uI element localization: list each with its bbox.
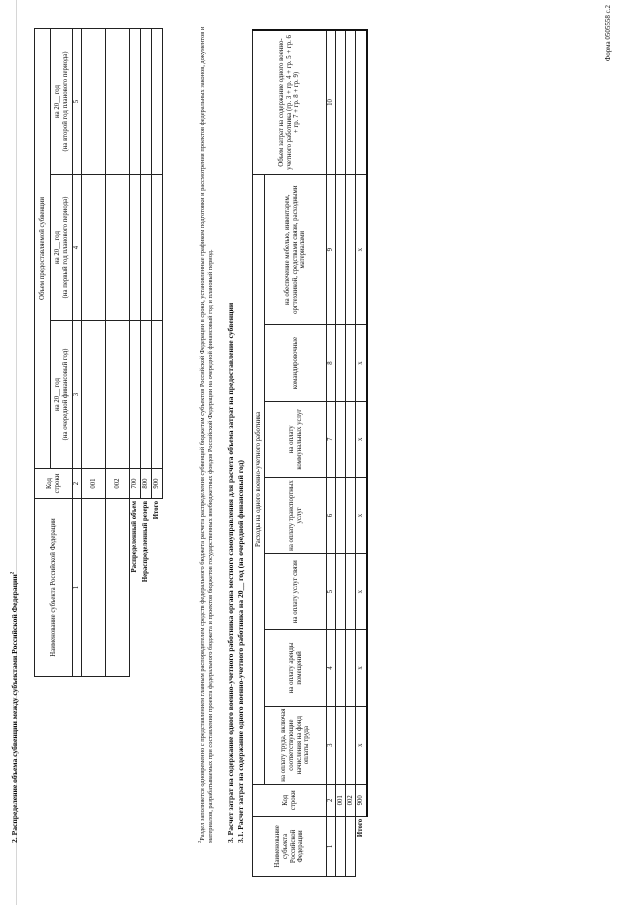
s2-total-distributed-val1[interactable] xyxy=(130,321,141,469)
s3-row2-code: 002 xyxy=(346,784,356,816)
s3-head-name: Наименование субъекта Российской Федерации xyxy=(253,816,327,876)
s3-colnum-4: 4 xyxy=(327,630,336,706)
s3-head-comm: на оплату услуг связи xyxy=(265,554,327,630)
s2-total-reserve-val1[interactable] xyxy=(141,321,152,469)
s2-colnum-3: 3 xyxy=(73,321,82,469)
section3-subtitle: 3.1. Расчет затрат на содержание одного военно-учетного работника на 20__ год (на очередной финансовый год) xyxy=(236,460,245,843)
table-row xyxy=(336,30,346,877)
s3-row1-c10[interactable] xyxy=(336,30,346,174)
s3-total-c9: x xyxy=(356,174,367,324)
s3-head-code: Код строки xyxy=(253,784,327,816)
s2-head-year-3: на 20__ год (на второй год планового периода) xyxy=(51,28,73,174)
s2-total-sum-val2[interactable] xyxy=(152,175,163,321)
s3-row2-c8[interactable] xyxy=(346,325,356,401)
section3-title: 3. Расчет затрат на содержание одного военно-учетного работника органа местного самоуправления для расчета объема затрат на предоставление субвенции xyxy=(226,302,235,843)
s2-total-reserve-code: 800 xyxy=(141,469,152,499)
s3-colnum-5: 5 xyxy=(327,554,336,630)
s3-row1-c6[interactable] xyxy=(336,477,346,553)
s3-row1-name[interactable] xyxy=(336,816,346,876)
s3-total-c10[interactable] xyxy=(356,30,367,174)
s3-head-labor: на оплату труда, включая соответствующие начисления на фонд оплаты труда xyxy=(265,706,327,784)
s2-total-reserve-val2[interactable] xyxy=(141,175,152,321)
s2-total-distributed-val3[interactable] xyxy=(130,28,141,174)
s2-head-code: Код строки xyxy=(35,469,73,499)
s2-colnum-4: 4 xyxy=(73,175,82,321)
s3-head-travel: командировочные xyxy=(265,325,327,401)
s2-row1-val3[interactable] xyxy=(82,28,106,174)
s3-colnum-10: 10 xyxy=(327,30,336,174)
s3-colnum-9: 9 xyxy=(327,174,336,324)
s3-total-c8: x xyxy=(356,325,367,401)
s2-colnum-5: 5 xyxy=(73,28,82,174)
s3-row1-c9[interactable] xyxy=(336,174,346,324)
s3-colnum-6: 6 xyxy=(327,477,336,553)
s3-row1-c5[interactable] xyxy=(336,554,346,630)
section2-table xyxy=(34,28,163,677)
s3-row2-c3[interactable] xyxy=(346,706,356,784)
s3-total-c7: x xyxy=(356,401,367,477)
s2-total-reserve-val3[interactable] xyxy=(141,28,152,174)
s3-row2-c4[interactable] xyxy=(346,630,356,706)
s3-colnum-3: 3 xyxy=(327,706,336,784)
s2-total-sum-val1[interactable] xyxy=(152,321,163,469)
s3-row2-c9[interactable] xyxy=(346,174,356,324)
s2-head-name: Наименование субъекта Российской Федерации xyxy=(35,499,73,677)
s2-row1-code: 001 xyxy=(82,469,106,499)
s3-row2-c6[interactable] xyxy=(346,477,356,553)
s3-row1-c3[interactable] xyxy=(336,706,346,784)
table-row xyxy=(82,28,106,676)
s3-head-total: Объем затрат на содержание одного военно-учетного работника (гр. 3 + гр. 4 + гр. 5 + гр. 6 + гр. 7 + гр. 8 + гр. 9) xyxy=(253,30,327,174)
s2-total-sum-label: Итого xyxy=(153,501,161,520)
s3-head-transport: на оплату транспортных услуг xyxy=(265,477,327,553)
s2-total-sum-val3[interactable] xyxy=(152,28,163,174)
s2-colnum-1: 1 xyxy=(73,499,82,677)
s3-row2-c10[interactable] xyxy=(346,30,356,174)
s3-head-rent: на оплату аренды помещений xyxy=(265,630,327,706)
s2-total-distributed-code: 700 xyxy=(130,469,141,499)
section3-table xyxy=(252,29,368,877)
s3-colnum-7: 7 xyxy=(327,401,336,477)
s3-colnum-8: 8 xyxy=(327,325,336,401)
s3-total-label: Итого xyxy=(357,818,365,838)
s2-row2-val1[interactable] xyxy=(106,321,130,469)
s3-row1-code: 001 xyxy=(336,784,346,816)
s3-row2-c5[interactable] xyxy=(346,554,356,630)
s2-row1-name[interactable] xyxy=(82,499,106,677)
s2-head-group: Объем предоставляемой субвенции xyxy=(35,28,51,468)
s2-total-reserve-label: Нераспределенный резерв xyxy=(142,501,150,583)
s3-row2-c7[interactable] xyxy=(346,401,356,477)
s2-head-year-2: на 20__ год (на первый год планового периода) xyxy=(51,175,73,321)
s2-row1-val1[interactable] xyxy=(82,321,106,469)
section2-title: 2. Распределение объема субвенции между субъектами Российской Федерации$^2$ xyxy=(10,571,19,843)
s3-total-c3: x xyxy=(356,706,367,784)
s2-total-distributed-label: Распределенный объем xyxy=(131,501,139,573)
s2-row2-val3[interactable] xyxy=(106,28,130,174)
s2-row2-val2[interactable] xyxy=(106,175,130,321)
s3-row1-c7[interactable] xyxy=(336,401,346,477)
s2-row2-code: 002 xyxy=(106,469,130,499)
s3-row2-name[interactable] xyxy=(346,816,356,876)
table-row xyxy=(346,30,356,877)
s3-row1-c4[interactable] xyxy=(336,630,346,706)
s3-total-c5: x xyxy=(356,554,367,630)
s2-head-year-1: на 20__ год (на очередной финансовый год) xyxy=(51,321,73,469)
s3-total-c4: x xyxy=(356,630,367,706)
s3-total-c6: x xyxy=(356,477,367,553)
s3-row1-c8[interactable] xyxy=(336,325,346,401)
s3-head-furniture: на обеспечение мебелью, инвентарем, оргтехникой, средствами связи, расходными материалами xyxy=(265,174,327,324)
s3-total-code: 900 xyxy=(356,784,367,816)
s2-colnum-2: 2 xyxy=(73,469,82,499)
s3-head-utilities: на оплату коммунальных услуг xyxy=(265,401,327,477)
s2-total-distributed-val2[interactable] xyxy=(130,175,141,321)
s3-colnum-2: 2 xyxy=(327,784,336,816)
s2-total-sum-code: 900 xyxy=(152,469,163,499)
s2-row2-name[interactable] xyxy=(106,499,130,677)
footnote: $^2$Раздел заполняется одновременно с представлением главным распорядителем средств федерального бюджета расчета распределения субвенций бюджетам субъектов Российской Федерации в сроки, установленные графиком подготовки и рассмотрения проектов федеральных законов, документов и материалов, разрабатываемых при составлении проекта федерального бюджета и проектов бюджетов государственных внебюджетных фондов Российской Федерации на очередной финансовый год и плановый период. xyxy=(197,26,214,843)
s3-head-group: Расходы на одного военно-учетного работника xyxy=(253,174,265,784)
table-row xyxy=(106,28,130,676)
form-label: Форма 0505558 с.2 xyxy=(604,5,612,62)
s2-row1-val2[interactable] xyxy=(82,175,106,321)
s3-colnum-1: 1 xyxy=(327,816,336,876)
